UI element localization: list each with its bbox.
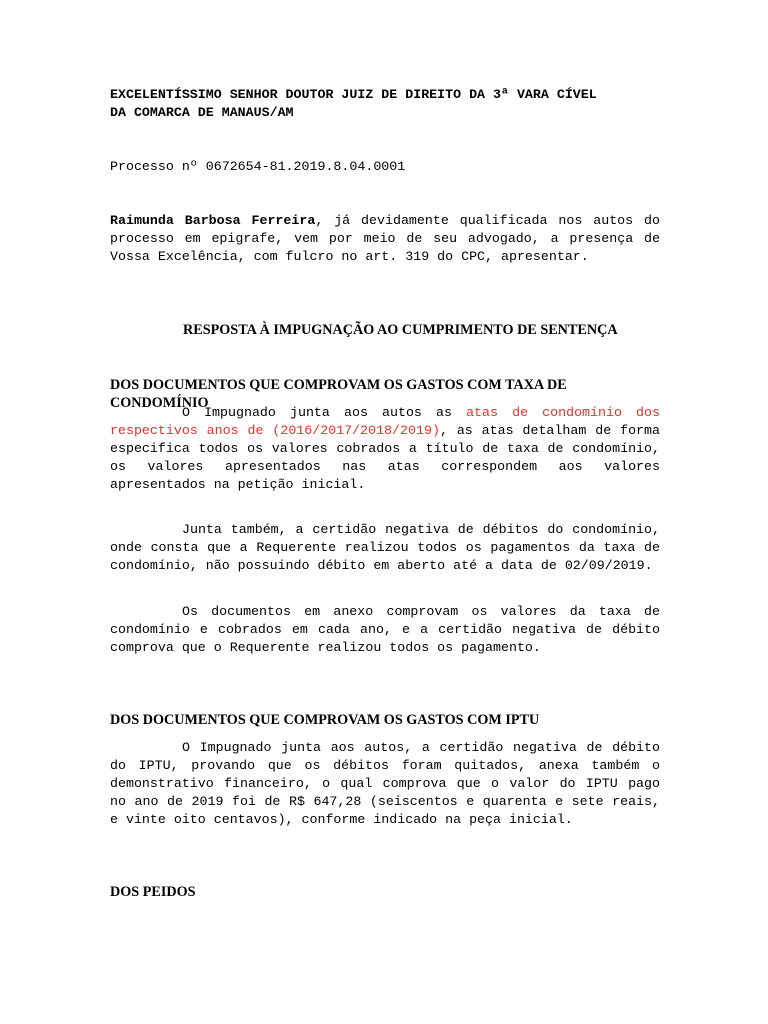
addressee-line-1: EXCELENTÍSSIMO SENHOR DOUTOR JUIZ DE DIREITO DA 3ª VARA CÍVEL bbox=[110, 87, 597, 102]
intro-text: , já devidamente qualificada nos autos do processo em epigrafe, vem por meio de seu advogado, a presença de Vossa Excelência, com fulcro no art. 319 do CPC, apresentar. bbox=[110, 213, 660, 264]
section-heading-condominio: DOS DOCUMENTOS QUE COMPROVAM OS GASTOS COM TAXA DE CONDOMÍNIO bbox=[110, 377, 567, 411]
section2-paragraph-1: O Impugnado junta aos autos, a certidão negativa de débito do IPTU, provando que os débitos foram quitados, anexa também o demonstrativo financeiro, o qual comprova que o valor do IPTU pago no ano de 2019 foi de R$ 647,28 (seiscentos e quarenta e sete reais, e vinte oito centavos), conforme indicado na peça inicial. bbox=[110, 740, 660, 827]
section-heading-iptu: DOS DOCUMENTOS QUE COMPROVAM OS GASTOS COM IPTU bbox=[110, 712, 540, 728]
process-number: Processo nº 0672654-81.2019.8.04.0001 bbox=[110, 159, 406, 174]
section1-paragraph-3: Os documentos em anexo comprovam os valores da taxa de condomínio e cobrados em cada ano, e a certidão negativa de débito comprova que o Requerente realizou todos os pagamento. bbox=[110, 604, 660, 655]
highlighted-text: atas de condomínio dos respectivos anos de (2016/2017/2018/2019) bbox=[110, 405, 660, 438]
addressee-heading bbox=[110, 86, 660, 122]
section-heading-pedidos: DOS PEIDOS bbox=[110, 884, 196, 900]
party-name: Raimunda Barbosa Ferreira bbox=[110, 213, 316, 228]
intro-paragraph bbox=[110, 212, 660, 266]
section1-paragraph-1 bbox=[110, 404, 660, 494]
addressee-line-2: DA COMARCA DE MANAUS/AM bbox=[110, 105, 294, 120]
section1-p1-after: , as atas detalham de forma especifica todos os valores cobrados a título de taxa de condomínio, os valores apresentados nas atas correspondem aos valores apresentados na petição inicial. bbox=[110, 423, 660, 492]
section1-paragraph-2: Junta também, a certidão negativa de débitos do condomínio, onde consta que a Requerente realizou todos os pagamentos da taxa de condomínio, não possuindo débito em aberto até a data de 02/09/2019. bbox=[110, 522, 660, 573]
document-title: RESPOSTA À IMPUGNAÇÃO AO CUMPRIMENTO DE SENTENÇA bbox=[183, 322, 618, 338]
section1-p1-before: O Impugnado junta aos autos as bbox=[182, 405, 467, 420]
